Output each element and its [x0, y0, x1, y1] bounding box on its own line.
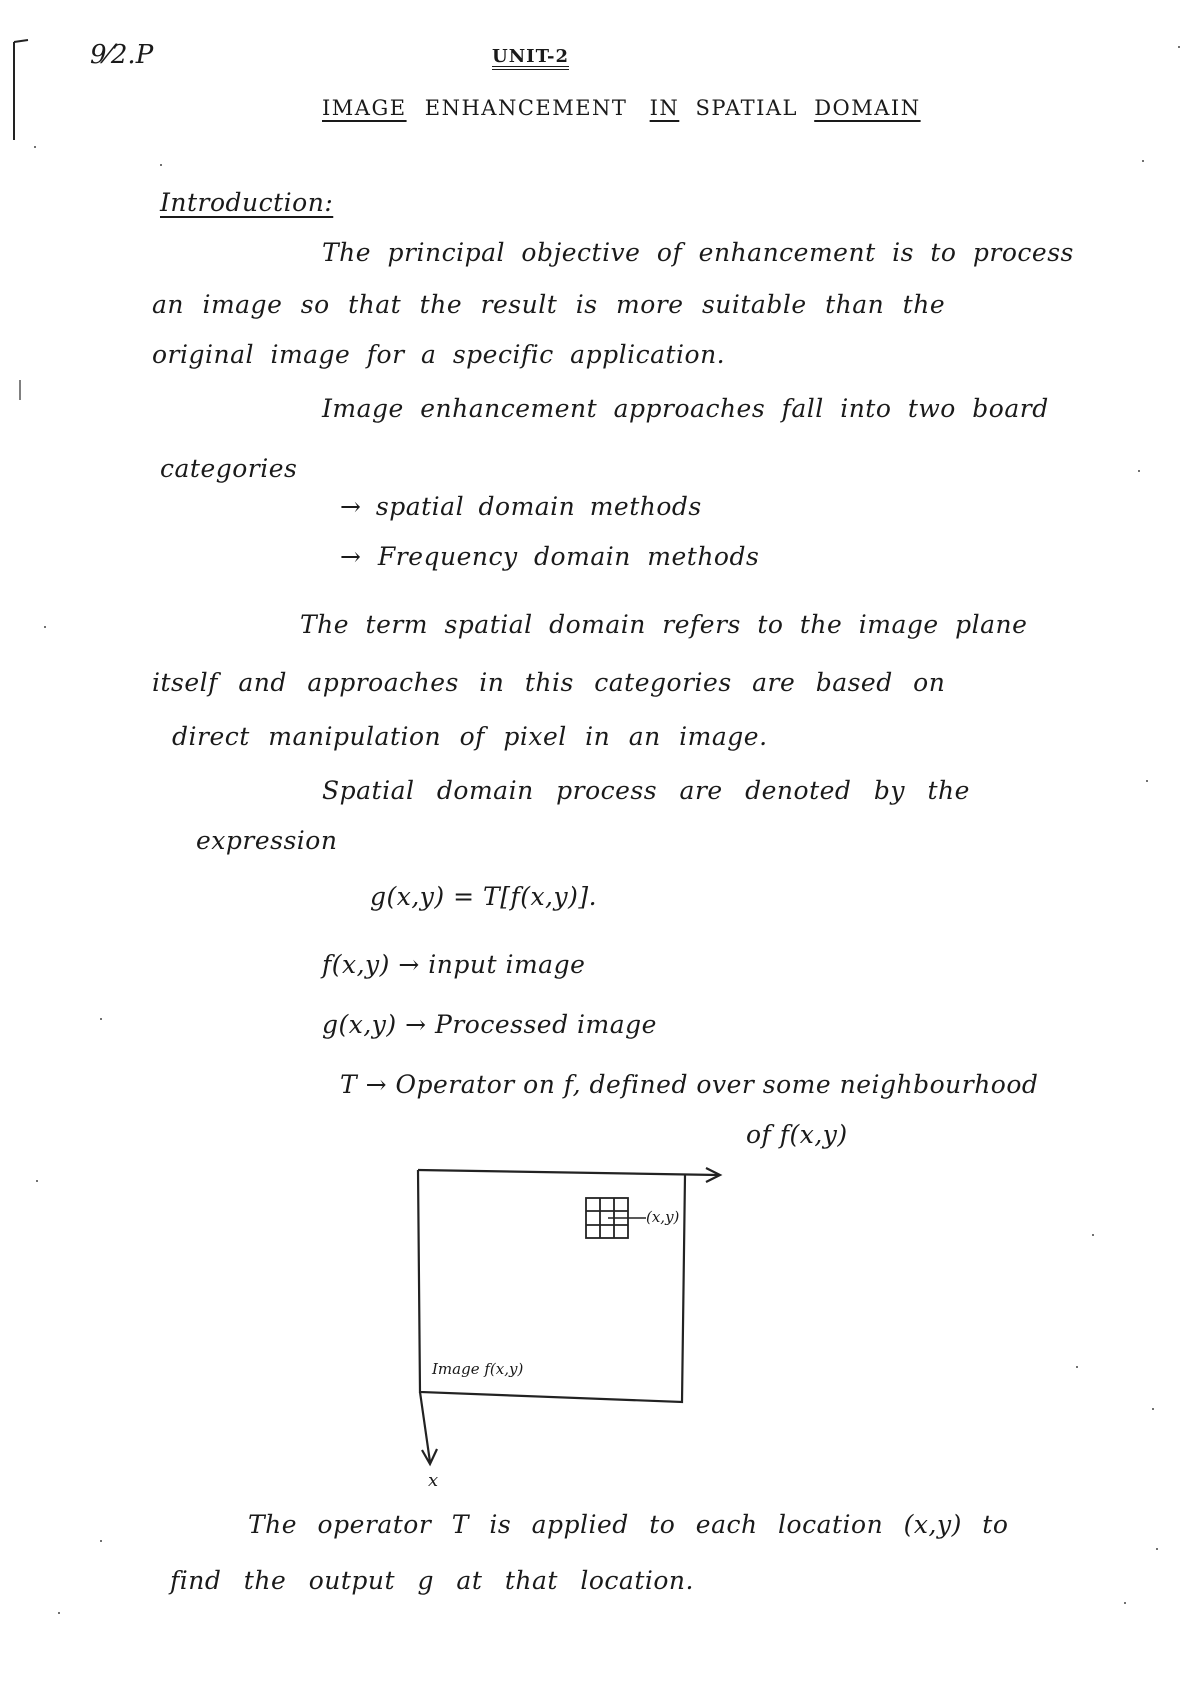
x-axis-arrow — [420, 1392, 430, 1462]
point-label: (x,y) — [646, 1208, 680, 1226]
title-word: SPATIAL — [695, 96, 799, 120]
paragraph-line: find the output g at that location. — [170, 1566, 694, 1595]
paragraph-line: The term spatial domain refers to the image plane — [300, 610, 1028, 639]
image-label: Image f(x,y) — [432, 1360, 524, 1378]
definition-line: T → Operator on f, defined over some neighbourhood — [340, 1070, 1039, 1099]
bullet-item: → Frequency domain methods — [340, 542, 760, 571]
paragraph-line: The operator T is applied to each location (x,y) to — [248, 1510, 1009, 1539]
paragraph-line: Image enhancement approaches fall into two board — [322, 394, 1049, 423]
definition-line: of f(x,y) — [746, 1120, 848, 1149]
paragraph-line: original image for a specific application. — [152, 340, 726, 369]
paragraph-line: expression — [196, 826, 338, 855]
x-axis-label: x — [428, 1470, 439, 1491]
title-word: DOMAIN — [814, 96, 921, 120]
equation: g(x,y) = T[f(x,y)]. — [370, 882, 598, 911]
paragraph-line: direct manipulation of pixel in an image. — [172, 722, 768, 751]
paragraph-line: itself and approaches in this categories are based on — [152, 668, 946, 697]
title-word: ENHANCEMENT — [424, 96, 628, 120]
paragraph-line: The principal objective of enhancement is to process — [322, 238, 1074, 267]
title-word: IN — [649, 96, 680, 120]
definition-line: f(x,y) → input image — [322, 950, 586, 979]
paragraph-line: categories — [160, 454, 298, 483]
title-word: IMAGE — [322, 96, 407, 120]
bullet-item: → spatial domain methods — [340, 492, 702, 521]
y-axis-arrow — [418, 1170, 718, 1175]
definition-line: g(x,y) → Processed image — [322, 1010, 657, 1039]
unit-label: UNIT-2 — [492, 46, 569, 67]
corner-mark: 9⁄2.P — [90, 40, 154, 70]
paragraph-line: an image so that the result is more suitable than the — [152, 290, 946, 319]
paragraph-line: Spatial domain process are denoted by the — [322, 776, 970, 805]
section-heading: Introduction: — [160, 188, 334, 217]
